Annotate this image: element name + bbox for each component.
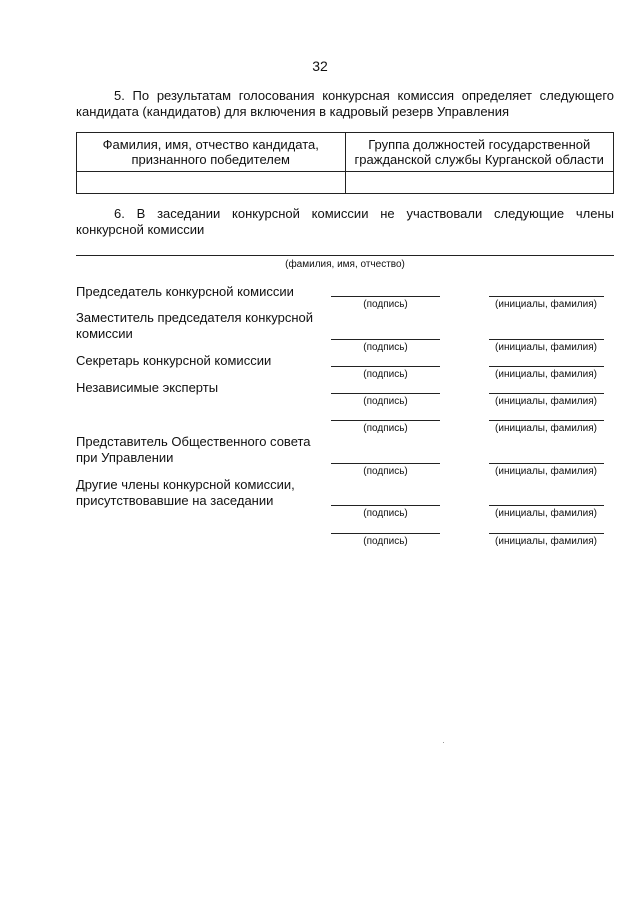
signature-line: [331, 505, 440, 506]
initials-line: [489, 339, 604, 340]
initials-line: [489, 463, 604, 464]
initials-line: [489, 420, 604, 421]
signature-caption: (подпись): [363, 369, 408, 380]
initials-line: [489, 393, 604, 394]
role-public-council: Представитель Общественного совета при Управлении: [76, 434, 311, 465]
initials-caption: (инициалы, фамилия): [495, 369, 597, 380]
signature-line: [331, 420, 440, 421]
role-chairman: Председатель конкурсной комиссии: [76, 284, 294, 299]
table-cell-candidate: [77, 172, 346, 194]
role-other-members: Другие члены конкурсной комиссии, присутствовавшие на заседании: [76, 477, 295, 508]
signature-line: [331, 533, 440, 534]
initials-caption: (инициалы, фамилия): [495, 299, 597, 310]
page-number: 32: [312, 58, 328, 74]
role-secretary: Секретарь конкурсной комиссии: [76, 353, 272, 368]
signature-caption: (подпись): [363, 536, 408, 547]
initials-line: [489, 533, 604, 534]
table-cell-position-group: [345, 172, 614, 194]
table-header-position-group: Группа должностей государственной гражданской службы Курганской области: [345, 133, 614, 172]
winner-table: [76, 132, 614, 194]
initials-line: [489, 296, 604, 297]
paragraph-6-text: 6. В заседании конкурсной комиссии не участвовали следующие члены конкурсной комиссии: [76, 206, 614, 237]
paragraph-5-text: 5. По результатам голосования конкурсная комиссия определяет следующего кандидата (кандидатов) для включения в кадровый резерв Управления: [76, 88, 614, 119]
initials-line: [489, 366, 604, 367]
initials-caption: (инициалы, фамилия): [495, 466, 597, 477]
signature-caption: (подпись): [363, 342, 408, 353]
signature-caption: (подпись): [363, 466, 408, 477]
initials-caption: (инициалы, фамилия): [495, 396, 597, 407]
signature-line: [331, 366, 440, 367]
absent-members-line: [76, 255, 614, 256]
paragraph-6: [76, 206, 614, 238]
table-row: [77, 172, 614, 194]
table-header-candidate: Фамилия, имя, отчество кандидата, признанного победителем: [77, 133, 346, 172]
initials-line: [489, 505, 604, 506]
table-header-row: [77, 133, 614, 172]
signature-line: [331, 339, 440, 340]
initials-caption: (инициалы, фамилия): [495, 536, 597, 547]
signature-line: [331, 393, 440, 394]
signature-caption: (подпись): [363, 423, 408, 434]
paragraph-5: [76, 88, 614, 120]
initials-caption: (инициалы, фамилия): [495, 342, 597, 353]
absent-members-caption: (фамилия, имя, отчество): [285, 259, 405, 270]
initials-caption: (инициалы, фамилия): [495, 508, 597, 519]
scan-speck: [443, 742, 444, 743]
signature-caption: (подпись): [363, 508, 408, 519]
role-experts: Независимые эксперты: [76, 380, 219, 395]
signature-caption: (подпись): [363, 396, 408, 407]
signature-line: [331, 296, 440, 297]
signature-caption: (подпись): [363, 299, 408, 310]
signature-line: [331, 463, 440, 464]
role-deputy-chairman: Заместитель председателя конкурсной комиссии: [76, 310, 313, 341]
initials-caption: (инициалы, фамилия): [495, 423, 597, 434]
